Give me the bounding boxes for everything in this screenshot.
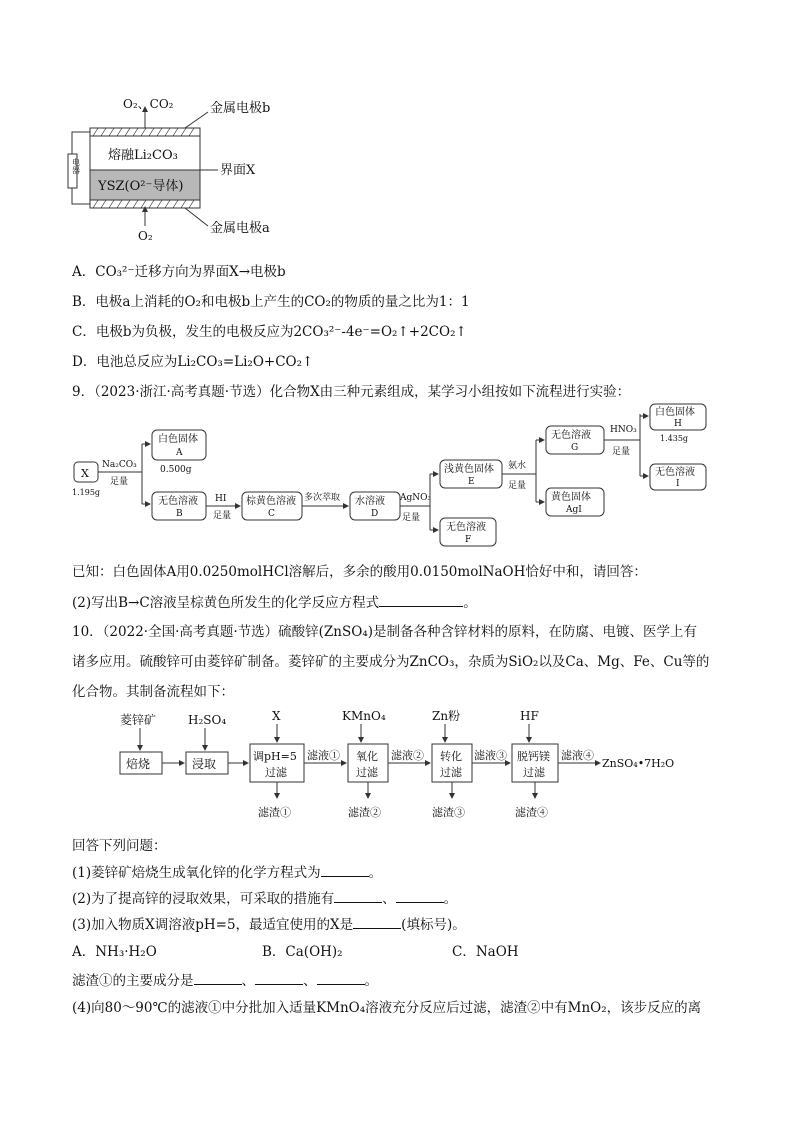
q10-q1-text: (1)菱锌矿焙烧生成氧化锌的化学方程式为	[72, 865, 321, 881]
q8-option-d: D．电池总反应为Li₂CO₃=Li₂O+CO₂↑	[72, 354, 314, 370]
q10-filtrate-4: 滤液④	[561, 749, 594, 762]
interface-label: 界面X	[220, 163, 256, 178]
q9-title: 9．（2023·浙江·高考真题·节选）化合物X由三种元素组成，某学习小组按如下流程进行实验：	[72, 384, 631, 400]
q8-option-c: C．电极b为负极，发生的电极反应为2CO₃²⁻-4e⁻=O₂↑+2CO₂↑	[72, 324, 467, 340]
q9-q2-text: (2)写出B→C溶液呈棕黄色所发生的化学反应方程式	[72, 595, 380, 611]
q10-residue-sep-2: 、	[303, 973, 317, 989]
q9-box-h: 白色固体	[655, 407, 695, 418]
q9-a-mass: 0.500g	[160, 465, 192, 475]
q10-q3-text: (3)加入物质X调溶液pH=5，最适宜使用的X是	[72, 917, 354, 933]
q10-ore-label: 菱锌矿	[120, 713, 157, 727]
q10-filtrate-3: 滤液③	[474, 749, 507, 762]
q10-q2-blank-2[interactable]	[396, 888, 444, 903]
q8-option-a: A．CO₃²⁻迁移方向为界面X→电极b	[72, 264, 286, 280]
q10-box-oxidize-filter: 过滤	[356, 766, 378, 779]
q9-reagent-na2co3: Na₂CO₃	[102, 460, 137, 470]
q10-q3-blank[interactable]	[353, 914, 401, 929]
top-gas-label: O₂、CO₂	[123, 97, 174, 111]
q10-box-leach: 浸取	[192, 757, 217, 771]
q10-box-convert: 转化	[440, 750, 462, 763]
q9-box-e: 浅黄色固体	[444, 464, 494, 475]
q10-box-decamg-filter: 过滤	[523, 766, 545, 779]
q9-cond6: 足量	[612, 447, 631, 457]
q8-option-b: B．电极a上消耗的O₂和电极b上产生的CO₂的物质的量之比为1：1	[72, 294, 470, 310]
electrode-b-label: 金属电极b	[210, 101, 271, 116]
q10-q2-sep: 、	[382, 891, 396, 907]
q9-box-a: 白色固体	[158, 434, 198, 445]
q9-cond4: 足量	[402, 513, 421, 523]
q10-flowchart	[110, 704, 730, 824]
q10-residue-4: 滤渣④	[515, 806, 548, 819]
q9-box-agi: 黄色固体	[551, 492, 591, 503]
ysz-label: YSZ(O²⁻导体)	[98, 179, 184, 194]
q9-reagent-hno3: HNO₃	[610, 425, 637, 435]
q9-reagent-agno3: AgNO₃	[400, 493, 432, 503]
q10-box-roast: 焙烧	[126, 757, 151, 771]
q9-box-b-label: B	[176, 509, 183, 519]
q10-box-oxidize: 氧化	[356, 750, 378, 763]
q9-cond2: 足量	[213, 511, 232, 521]
q10-question-3	[72, 914, 466, 935]
q10-product: ZnSO₄•7H₂O	[602, 757, 675, 770]
q9-box-c: 棕黄色溶液	[246, 496, 296, 507]
q9-x-mass: 1.195g	[72, 488, 101, 497]
q10-filtrate-2: 滤液②	[391, 749, 424, 762]
q10-residue-2: 滤渣②	[348, 806, 381, 819]
q9-box-d: 水溶液	[355, 496, 385, 507]
battery-diagram	[60, 92, 310, 242]
q10-option-c: C．NaOH	[452, 944, 519, 960]
q10-zn-label: Zn粉	[432, 709, 461, 723]
q9-cond5: 足量	[508, 481, 527, 491]
bottom-gas-label: O₂	[138, 229, 153, 243]
q9-box-agi-label: AgI	[566, 505, 582, 515]
q10-q2-blank-1[interactable]	[334, 888, 382, 903]
q10-box-ph-filter: 过滤	[265, 766, 287, 779]
q9-cond1: 足量	[110, 477, 129, 487]
q9-reagent-hi: HI	[215, 494, 227, 504]
q10-filtrate-1: 滤液①	[307, 749, 340, 762]
q10-residue-sep-1: 、	[241, 973, 255, 989]
q10-residue-blank-2[interactable]	[255, 970, 303, 985]
q9-box-h-label: H	[674, 419, 682, 429]
melt-label: 熔融Li₂CO₃	[108, 148, 178, 163]
q10-acid-label: H₂SO₄	[188, 713, 227, 727]
q9-known: 已知：白色固体A用0.0250molHCl溶解后，多余的酸用0.0150molNaOH恰好中和，请回答：	[72, 564, 647, 580]
electrode-a-label: 金属电极a	[210, 221, 270, 236]
q10-question-2	[72, 888, 457, 909]
q9-box-i: 无色溶液	[655, 467, 695, 478]
q10-residue-3: 滤渣③	[432, 806, 465, 819]
q9-box-e-label: E	[468, 477, 475, 487]
q10-residue-question	[72, 970, 378, 991]
q10-line-2: 诸多应用。硫酸锌可由菱锌矿制备。菱锌矿的主要成分为ZnCO₃，杂质为SiO₂以及Ca、Mg、Fe、Cu等的	[72, 654, 710, 670]
q9-box-i-label: I	[676, 479, 680, 489]
q10-q1-end: 。	[368, 865, 383, 881]
q9-box-g-label: G	[571, 443, 579, 453]
q9-box-f-label: F	[465, 535, 472, 545]
q10-line-3: 化合物。其制备流程如下：	[72, 684, 234, 700]
q10-box-convert-filter: 过滤	[440, 766, 462, 779]
q10-line-1: 10．（2022·全国·高考真题·节选）硫酸锌(ZnSO₄)是制备各种含锌材料的原料，在防腐、电镀、医学上有	[72, 624, 697, 640]
q10-box-decamg: 脱钙镁	[517, 750, 550, 763]
q10-q3-end: (填标号)。	[401, 917, 466, 933]
q10-answer-prompt: 回答下列问题：	[72, 838, 167, 854]
q10-x-label: X	[272, 709, 281, 723]
q10-question-1	[72, 862, 382, 883]
q9-h-mass: 1.435g	[660, 434, 689, 443]
q9-q2-end: 。	[463, 595, 477, 611]
q9-flowchart	[70, 407, 730, 554]
q10-q2-end: 。	[443, 891, 458, 907]
q9-q2-blank[interactable]	[379, 592, 463, 607]
q10-q1-blank[interactable]	[321, 862, 369, 877]
q10-residue-blank-1[interactable]	[194, 970, 242, 985]
q9-box-d-label: D	[371, 509, 379, 519]
q10-q2-text: (2)为了提高锌的浸取效果，可采取的措施有	[72, 891, 335, 907]
q10-kmno4-label: KMnO₄	[342, 709, 386, 723]
q10-residue-end: 。	[364, 973, 378, 989]
appliance-label: 电器	[71, 158, 81, 174]
q9-box-b: 无色溶液	[158, 496, 198, 507]
q9-question-2	[72, 592, 477, 613]
q9-x-box: X	[81, 467, 89, 480]
q9-box-g: 无色溶液	[551, 430, 591, 441]
q10-residue-1: 滤渣①	[258, 806, 291, 819]
q9-reagent-ammonia: 氨水	[508, 461, 527, 471]
q9-box-c-label: C	[268, 509, 275, 519]
q10-option-b: B．Ca(OH)₂	[262, 944, 343, 960]
q9-extraction: 多次萃取	[304, 493, 341, 503]
q10-residue-blank-3[interactable]	[317, 970, 365, 985]
q10-residue-text: 滤渣①的主要成分是	[72, 973, 194, 989]
q10-option-a: A．NH₃·H₂O	[72, 944, 157, 960]
q9-box-f: 无色溶液	[446, 522, 486, 533]
q10-hf-label: HF	[520, 709, 539, 723]
q10-question-4: (4)向80～90℃的滤液①中分批加入适量KMnO₄溶液充分反应后过滤，滤渣②中有MnO₂，该步反应的离	[72, 1000, 702, 1016]
q10-box-ph-adjust: 调pH=5	[253, 750, 297, 763]
q9-box-a-label: A	[176, 448, 183, 458]
